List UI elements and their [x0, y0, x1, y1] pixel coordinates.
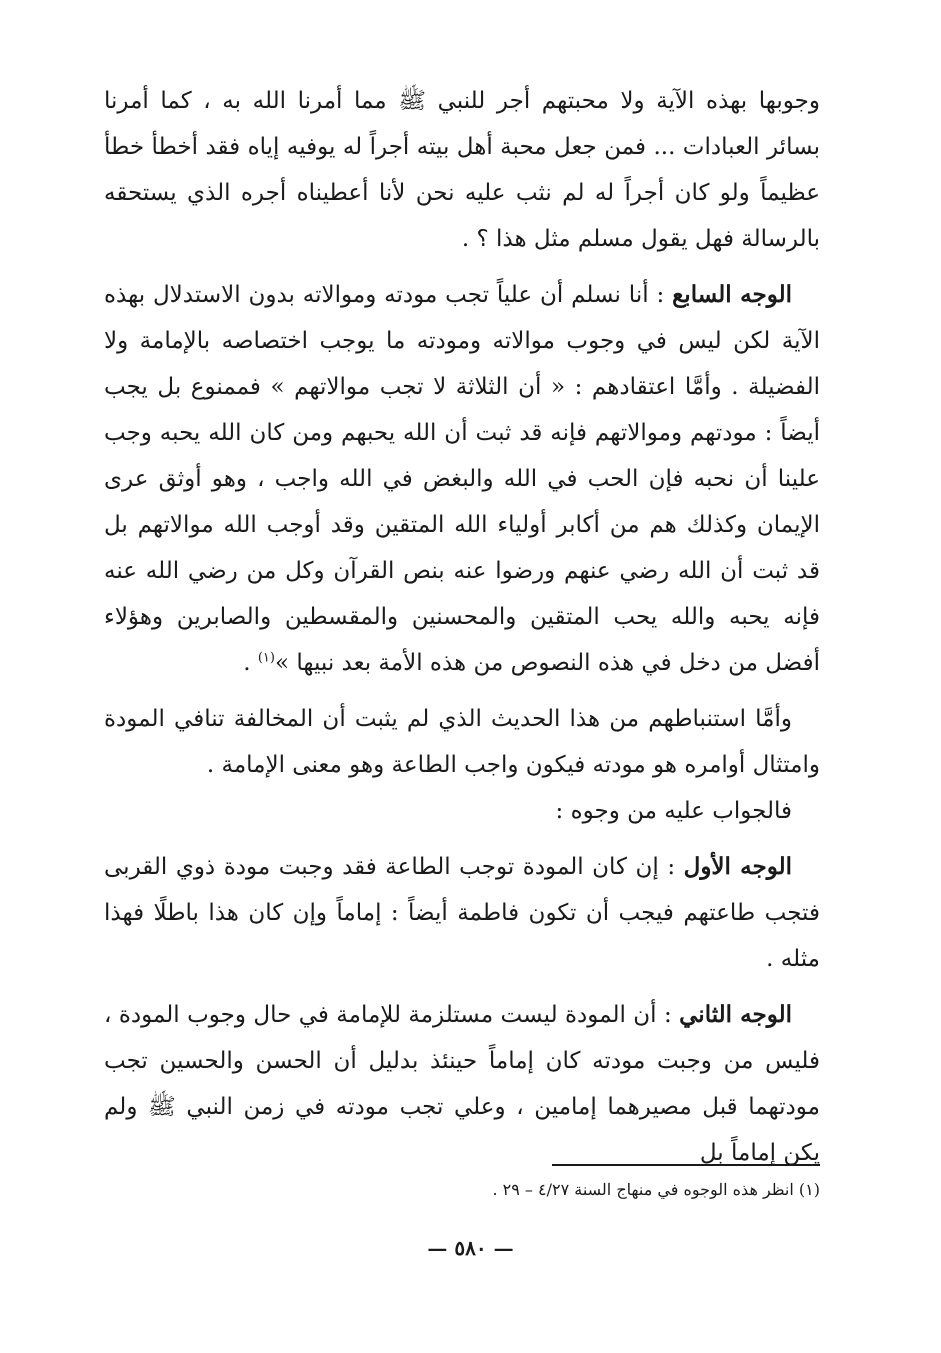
paragraph-3 — [104, 696, 820, 788]
paragraph-2-text: : أنا نسلم أن علياً تجب مودته وموالاته بدون الاستدلال بهذه الآية لكن ليس في وجوب موالاته ومودته ما يوجب اختصاصه بالإمامة ولا الفضيلة . وأمَّا اعتقادهم : « أن الثلاثة لا تجب موالاتهم » فممنوع بل يجب أيضاً : مودتهم وموالاتهم فإنه قد ثبت أن الله يحبهم ومن كان الله يحبه وجب علينا أن نحبه فإن الحب في الله والبغض في الله واجب ، وهو أوثق عرى الإيمان وكذلك هم من أكابر أولياء الله المتقين وقد أوجب الله موالاتهم بل قد ثبت أن الله رضي عنهم ورضوا عنه بنص القرآن وكل من رضي الله عنه فإنه يحبه والله يحب المتقين والمحسنين والمقسطين والصابرين وهؤلاء أفضل من دخل في هذه النصوص من هذه الأمة بعد نبيها » — [104, 282, 820, 676]
paragraph-1 — [104, 78, 820, 262]
paragraph-1-text: وجوبها بهذه الآية ولا محبتهم أجر للنبي ﷺ مما أمرنا الله به ، كما أمرنا بسائر العبادات ... فمن جعل محبة أهل بيته أجراً له يوفيه إياه فقد أخطأ خطأ عظيماً ولو كان أجراً له لم نثب عليه نحن لأنا أعطيناه أجره الذي يستحقه بالرسالة فهل يقول مسلم مثل هذا ؟ . — [104, 88, 820, 252]
paragraph-6-text: : أن المودة ليست مستلزمة للإمامة في حال وجوب المودة ، فليس من وجبت مودته كان إماماً حينئذ بدليل أن الحسن والحسين تجب مودتهما قبل مصيرهما إمامين ، وعلي تجب مودته في زمن النبي ﷺ ولم يكن إماماً بل — [104, 1002, 820, 1166]
paragraph-5 — [104, 844, 820, 982]
footnote-divider — [552, 1164, 820, 1166]
paragraph-6 — [104, 992, 820, 1176]
paragraph-2-end: . — [243, 650, 258, 676]
section-heading-seventh: الوجه السابع — [672, 281, 793, 308]
paragraph-5-text: : إن كان المودة توجب الطاعة فقد وجبت مودة ذوي القربى فتجب طاعتهم فيجب أن تكون فاطمة أيضاً : إماماً وإن كان هذا باطلًا فهذا مثله . — [104, 854, 820, 972]
paragraph-4-text: فالجواب عليه من وجوه : — [555, 798, 792, 824]
main-text — [104, 78, 820, 1176]
paragraph-4 — [104, 788, 820, 834]
section-heading-first: الوجه الأول — [683, 853, 792, 880]
paragraph-2 — [104, 272, 820, 686]
paragraph-3-text: وأمَّا استنباطهم من هذا الحديث الذي لم يثبت أن المخالفة تنافي المودة وامتثال أوامره هو مودته فيكون واجب الطاعة وهو معنى الإمامة . — [104, 706, 820, 778]
page-number: — ٥٨٠ — — [427, 1236, 514, 1260]
footnote: (١) انظر هذه الوجوه في منهاج السنة ٤/٢٧ – ٢٩ . — [492, 1180, 820, 1199]
footnote-reference[interactable]: (١) — [257, 650, 275, 666]
section-heading-second: الوجه الثاني — [679, 1001, 792, 1028]
